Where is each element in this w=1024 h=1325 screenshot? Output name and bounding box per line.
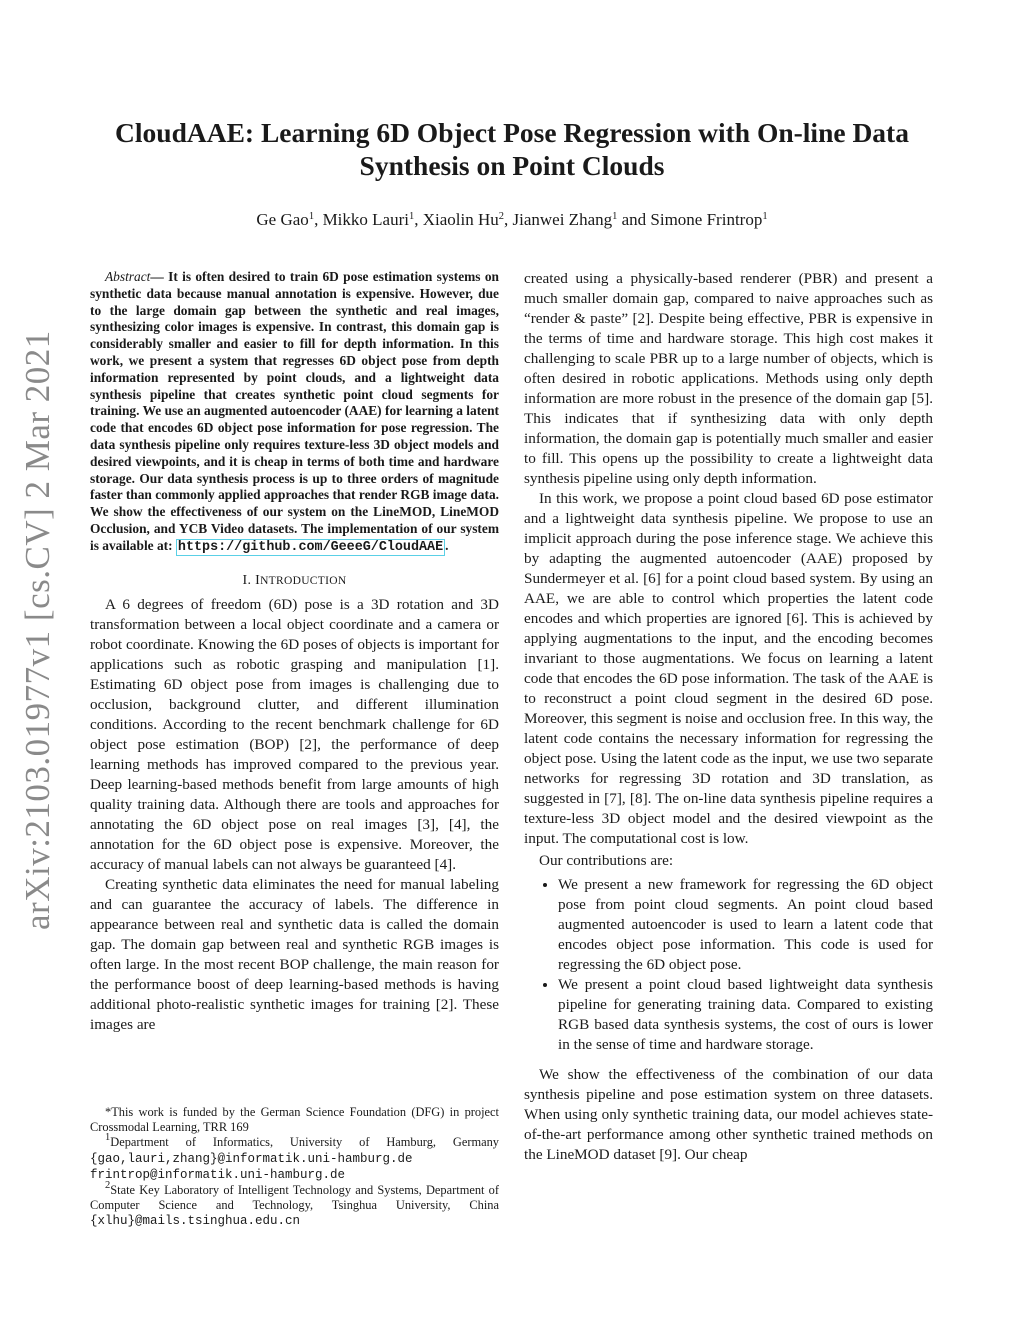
affiliation-1-email-2: frintrop@informatik.uni-hamburg.de [90,1167,346,1182]
affiliation-1-email: {gao,lauri,zhang}@informatik.uni-hamburg.de [90,1151,413,1166]
author: Ge Gao$^1$, [256,210,323,229]
abstract: Abstract— It is often desired to train 6D pose estimation systems on synthetic data because manual annotation is expensive. However, due to the large domain gap between the synthetic and real images, synthesizing color images is expensive. In contrast, this domain gap is considerably smaller and easier to fill for depth information. In this work, we present a system that regresses 6D object pose from depth information represented by point clouds, and a lightweight data synthesis pipeline that creates synthetic point cloud segments for training. We use an augmented autoencoder (AAE) for learning a latent code that encodes 6D object pose information for pose regression. The data synthesis pipeline only requires texture-less 3D object models and desired viewpoints, and it is cheap in terms of both time and hardware storage. Our data synthesis process is up to three orders of magnitude faster than commonly applied approaches that render RGB image data. We show the effectiveness of our system on the LineMOD, LineMOD Occlusion, and YCB Video datasets. The implementation of our system is available at: https://github.com/GeeeG/CloudAAE . [90,269,499,555]
section-heading-introduction: I. INTRODUCTION [242,572,347,588]
title-line-1: CloudAAE: Learning 6D Object Pose Regression with On-line Data [115,117,909,148]
affiliation-2-email: {xlhu}@mails.tsinghua.edu.cn [90,1214,301,1229]
abstract-label: Abstract [105,269,151,284]
author: Xiaolin Hu$^2$, [422,210,513,229]
abstract-text: It is often desired to train 6D pose estimation systems on synthetic data because manual annotation is expensive. However, due to the large domain gap between the synthetic and real images, synthesizing color images is expensive. In contrast, this domain gap is considerably smaller and easier to fill for depth information. In this work, we present a system that regresses 6D object pose from depth information represented by point clouds, and a lightweight data synthesis pipeline that creates synthetic point cloud segments for training. We use an augmented autoencoder (AAE) for learning a latent code that encodes 6D object pose information for pose regression. The data synthesis pipeline only requires texture-less 3D object models and desired viewpoints, and it is cheap in terms of both time and hardware storage. Our data synthesis process is up to three orders of magnitude faster than commonly applied approaches that render RGB image data. We show the effectiveness of our system on the LineMOD, LineMOD Occlusion, and YCB Video datasets. The implementation of our system is available at: [90,269,499,553]
affiliation-2: $^2$State Key Laboratory of Intelligent Technology and Systems, Department of Computer Science and Technology, Tsinghua University, China {xlhu}@mails.tsinghua.edu.cn [90,1180,499,1229]
left-column [90,269,499,1035]
funding-footnote: *This work is funded by the German Science Foundation (DFG) in project Crossmodal Learning, TRR 169 [90,1105,499,1135]
affiliation-1: $^1$Department of Informatics, University of Hamburg, Germany {gao,lauri,zhang}@informatik.uni-hamburg.de frintrop@informatik.uni-hamburg.de [90,1132,499,1182]
title-line-2: Synthesis on Point Clouds [359,150,665,181]
list-item: • We present a point cloud based lightweight data synthesis pipeline for generating training data. Compared to existing RGB based data synthesis systems, the cost of ours is lower in the sense of time and hardware storage. [558,975,933,1055]
right-column [524,269,933,1165]
footnotes [90,1105,499,1230]
author-list [80,210,944,230]
paragraph: A 6 degrees of freedom (6D) pose is a 3D rotation and 3D transformation between a local object coordinate and a camera or robot coordinate. Knowing the 6D poses of objects is important for applications such as robotic grasping and manipulation [1]. Estimating 6D object pose from images is challenging due to occlusion, background clutter, and different illumination conditions. According to the recent benchmark challenge for 6D object pose estimation (BOP) [2], the performance of deep learning methods has improved compared to the previous year. Deep learning-based methods benefit from large amounts of high quality training data. Although there are tools and approaches for annotating the 6D object pose on real images [3], [4], the annotation for the 6D object pose is expensive. Moreover, the accuracy of manual labels can not always be guaranteed [4]. [90,595,499,873]
paragraph: Our contributions are: [539,852,674,869]
paragraph: In this work, we propose a point cloud based 6D pose estimator and a lightweight data synthesis pipeline. We propose to use an implicit approach during the pose inference stage. We achieve this by adapting the augmented autoencoder (AAE) proposed by Sundermeyer et al. [6] for a point cloud based system. By using an AAE, we are able to control which properties the latent code encodes and which properties are ignored [6]. This is achieved by applying augmentations to the input, and the encoding becomes invariant to those augmentations. We focus on learning a latent code that encodes the 6D pose information. The task of the AAE is to reconstruct a point cloud segment in the desired 6D pose. Moreover, this segment is noise and occlusion free. In this way, the latent code contains the necessary information for regressing the object pose. Using the latent code as the input, we use two separate networks for regressing 3D rotation and 3D translation, as suggested in [7], [8]. The on-line data synthesis pipeline requires a texture-less 3D object model and the desired viewpoint as the input. The computational cost is low. [524,490,933,847]
author: Jianwei Zhang$^1$ and [512,210,651,229]
paper-title [80,116,944,182]
contribution-list [524,875,933,1055]
arxiv-identifier: arXiv:2103.01977v1 [cs.CV] 2 Mar 2021 [18,330,57,930]
paragraph: We show the effectiveness of the combination of our data synthesis pipeline and pose estimation system on three datasets. When using only synthetic training data, our model achieves state-of-the-art performance among other synthetic trained methods on the LineMOD dataset [9]. Our cheap [524,1066,933,1163]
author: Mikko Lauri$^1$, [322,210,423,229]
paragraph: Creating synthetic data eliminates the need for manual labeling and can guarantee the accuracy of labels. The difference in appearance between real and synthetic data is called the domain gap. The domain gap between real and synthetic RGB images is often large. In the most recent BOP challenge, the main reason for the performance boost of deep learning-based methods is having additional photo-realistic synthetic images for training [2]. These images are [90,875,499,1033]
author: Simone Frintrop$^1$ [650,210,768,229]
paragraph: created using a physically-based renderer (PBR) and present a much smaller domain gap, compared to naive approaches such as “render & paste” [2]. Despite being effective, PBR is expensive in the terms of time and hardware storage. This high cost makes it challenging to scale PBR up to a large number of objects, which is often desired in robotic applications. Methods using only depth information are more robust in the presence of the domain gap [5]. This indicates that if synthesizing data with only depth information, the domain gap is potentially much smaller and easier to fill. This opens up the possibility to create a lightweight data synthesis pipeline using only depth information. [524,270,933,487]
github-link[interactable]: https://github.com/GeeeG/CloudAAE [177,539,444,555]
list-item: • We present a new framework for regressing the 6D object pose from point cloud segments. An point cloud based augmented autoencoder is used to learn a latent code that encodes object pose information. This code is used for regressing the 6D object pose. [558,875,933,975]
